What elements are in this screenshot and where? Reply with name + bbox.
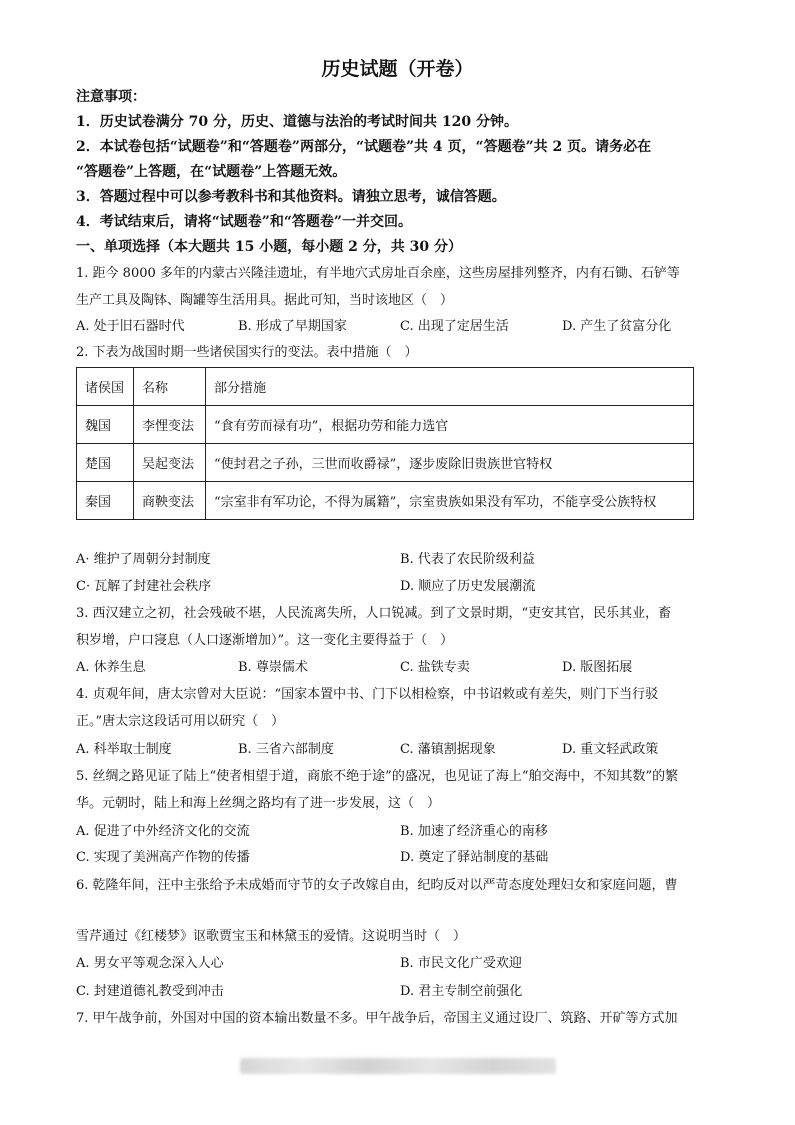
table-header-cell: 名称 [134,368,206,406]
question-1-option-a: A. 处于旧石器时代 [76,319,185,334]
table-cell: 魏国 [77,406,134,444]
blurred-footer-watermark [240,1058,556,1074]
notice-heading: 注意事项： [76,89,146,105]
notice-item: 2．本试卷包括“试题卷”和“答题卷”两部分，“试题卷”共 4 页，“答题卷”共 2 页。请务必在 [76,139,652,155]
notice-item: 4．考试结束后，请将“试题卷”和“答题卷”一并交回。 [76,214,412,230]
table-cell: 吴起变法 [134,444,206,482]
question-1-option-d: D. 产生了贫富分化 [562,319,672,334]
notice-item: “答题卷”上答题，在“试题卷”上答题无效。 [76,164,347,180]
question-6-line: 6. 乾隆年间，汪中主张给予未成婚而守节的女子改嫁自由，纪昀反对以严苛态度处理妇女和家庭问题，曹 [76,878,678,893]
question-6-option-b: B. 市民文化广受欢迎 [400,956,522,971]
table-cell: “宗室非有军功论，不得为属籍”，宗室贵族如果没有军功，不能享受公族特权 [206,482,694,520]
question-3-line: 积岁增，户口寖息（人口逐渐增加）”。这一变化主要得益于（ ） [76,633,454,648]
question-1-line: 生产工具及陶钵、陶罐等生活用具。据此可知，当时该地区（ ） [76,293,454,308]
table-cell: 楚国 [77,444,134,482]
question-2-option-c: C· 瓦解了封建社会秩序 [76,579,212,594]
question-4-option-a: A. 科举取士制度 [76,742,172,757]
table-cell: 秦国 [77,482,134,520]
question-2-option-b: B. 代表了农民阶级利益 [400,552,535,567]
question-2-option-a: A· 维护了周朝分封制度 [76,552,211,567]
table-header-row [77,368,694,406]
table-row [77,406,694,444]
question-3-option-b: B. 尊崇儒术 [238,660,308,675]
table-row [77,444,694,482]
page-title: 历史试题（开卷） [321,58,474,80]
question-5-option-c: C. 实现了美洲高产作物的传播 [76,850,250,865]
notice-item: 3．答题过程中可以参考教科书和其他资料。请独立思考，诚信答题。 [76,189,506,205]
question-4-line: 4. 贞观年间，唐太宗曾对大臣说：“国家本置中书、门下以相检察，中书诏敕或有差失，则门下当行驳 [76,687,659,702]
table-cell: 商鞅变法 [134,482,206,520]
question-5-option-a: A. 促进了中外经济文化的交流 [76,824,250,839]
question-6-option-c: C. 封建道德礼教受到冲击 [76,984,224,999]
table-cell: 李悝变法 [134,406,206,444]
table-header-cell: 部分措施 [206,368,694,406]
question-5-option-b: B. 加速了经济重心的南移 [400,824,548,839]
table-row [77,482,694,520]
table-header-cell: 诸侯国 [77,368,134,406]
question-4-option-d: D. 重文轻武政策 [562,742,659,757]
question-2-option-d: D. 顺应了历史发展潮流 [400,579,536,594]
question-3-line: 3. 西汉建立之初，社会残破不堪，人民流离失所，人口锐减。到了文景时期，“吏安其官，民乐其业，畜 [76,606,672,621]
question-6-option-d: D. 君主专制空前强化 [400,984,523,999]
question-3-option-a: A. 休养生息 [76,660,146,675]
question-5-line: 5. 丝绸之路见证了陆上“使者相望于道，商旅不绝于途”的盛况，也见证了海上“舶交海中，不知其数”的繁 [76,769,679,784]
table-cell: “食有劳而禄有功”，根据功劳和能力选官 [206,406,694,444]
question-3-option-d: D. 版图拓展 [562,660,633,675]
question-2-line: 2. 下表为战国时期一些诸侯国实行的变法。表中措施（ ） [76,345,418,360]
question-4-line: 正。”唐太宗这段话可用以研究（ ） [76,714,285,729]
question-3-option-c: C. 盐铁专卖 [400,660,470,675]
question-7-line: 7. 甲午战争前，外国对中国的资本输出数量不多。甲午战争后，帝国主义通过设厂、筑路、开矿等方式加 [76,1011,678,1026]
question-5-option-d: D. 奠定了驿站制度的基础 [400,850,549,865]
question-1-option-c: C. 出现了定居生活 [400,319,509,334]
question-1-option-b: B. 形成了早期国家 [238,319,347,334]
table-cell: “使封君之子孙，三世而收爵禄”，逐步废除旧贵族世官特权 [206,444,694,482]
question-4-option-b: B. 三省六部制度 [238,742,334,757]
question-5-line: 华。元朝时，陆上和海上丝绸之路均有了进一步发展，这（ ） [76,796,441,811]
question-4-option-c: C. 藩镇割据现象 [400,742,496,757]
reform-table [76,367,694,520]
notice-item: 1．历史试卷满分 70 分，历史、道德与法治的考试时间共 120 分钟。 [76,114,518,130]
question-6-option-a: A. 男女平等观念深入人心 [76,956,224,971]
section-heading: 一、单项选择（本大题共 15 小题，每小题 2 分，共 30 分） [76,239,462,255]
question-1-line: 1. 距今 8000 多年的内蒙古兴隆洼遗址，有半地穴式房址百余座，这些房屋排列整齐，内有石锄、石铲等 [76,266,680,281]
question-6-line: 雪芹通过《红楼梦》讴歌贾宝玉和林黛玉的爱情。这说明当时（ ） [76,929,467,944]
